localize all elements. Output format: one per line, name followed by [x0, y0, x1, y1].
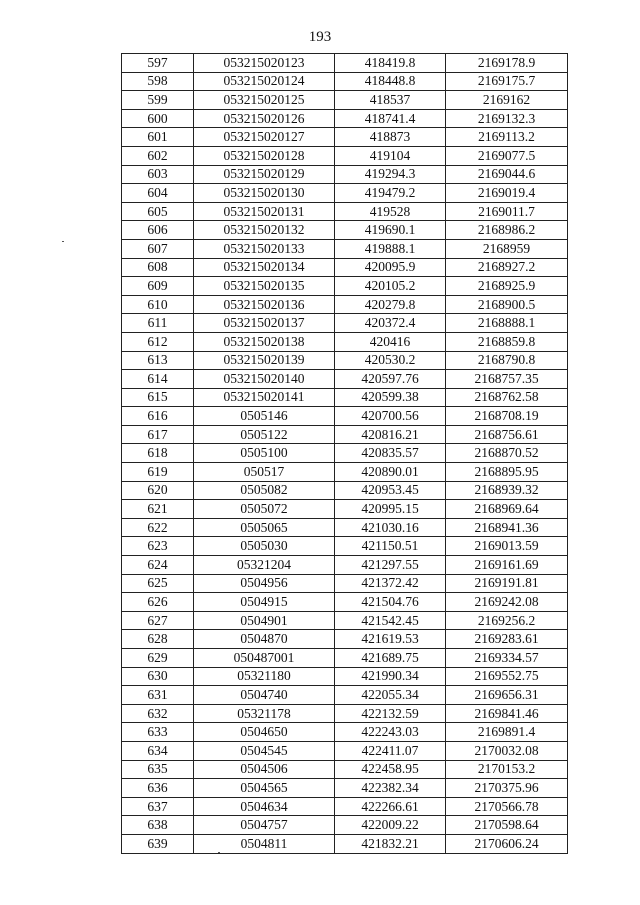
x-coordinate-cell: 422266.61	[335, 797, 446, 816]
table-row	[122, 704, 568, 723]
y-coordinate-cell: 2168870.52	[446, 444, 568, 463]
y-coordinate-cell: 2169019.4	[446, 184, 568, 203]
row-index-cell: 606	[122, 221, 194, 240]
y-coordinate-cell: 2169161.69	[446, 556, 568, 575]
row-index-cell: 614	[122, 370, 194, 389]
point-id-cell: 053215020123	[194, 54, 335, 73]
x-coordinate-cell: 421542.45	[335, 611, 446, 630]
y-coordinate-cell: 2169013.59	[446, 537, 568, 556]
y-coordinate-cell: 2169841.46	[446, 704, 568, 723]
x-coordinate-cell: 420995.15	[335, 500, 446, 519]
table-row	[122, 332, 568, 351]
x-coordinate-cell: 418537	[335, 91, 446, 110]
table-row	[122, 295, 568, 314]
scan-speck	[218, 852, 220, 853]
table-row	[122, 388, 568, 407]
table-row	[122, 481, 568, 500]
table-row	[122, 741, 568, 760]
point-id-cell: 053215020134	[194, 258, 335, 277]
y-coordinate-cell: 2168762.58	[446, 388, 568, 407]
x-coordinate-cell: 420599.38	[335, 388, 446, 407]
row-index-cell: 630	[122, 667, 194, 686]
x-coordinate-cell: 422458.95	[335, 760, 446, 779]
point-id-cell: 0504650	[194, 723, 335, 742]
row-index-cell: 615	[122, 388, 194, 407]
point-id-cell: 0504545	[194, 741, 335, 760]
y-coordinate-cell: 2168757.35	[446, 370, 568, 389]
table-row	[122, 686, 568, 705]
y-coordinate-cell: 2168969.64	[446, 500, 568, 519]
x-coordinate-cell: 420700.56	[335, 407, 446, 426]
table-row	[122, 574, 568, 593]
point-id-cell: 0504956	[194, 574, 335, 593]
y-coordinate-cell: 2169256.2	[446, 611, 568, 630]
y-coordinate-cell: 2168895.95	[446, 463, 568, 482]
y-coordinate-cell: 2168900.5	[446, 295, 568, 314]
row-index-cell: 597	[122, 54, 194, 73]
table-row	[122, 351, 568, 370]
x-coordinate-cell: 422243.03	[335, 723, 446, 742]
point-id-cell: 0504915	[194, 593, 335, 612]
table-row	[122, 221, 568, 240]
row-index-cell: 628	[122, 630, 194, 649]
point-id-cell: 053215020138	[194, 332, 335, 351]
x-coordinate-cell: 421990.34	[335, 667, 446, 686]
row-index-cell: 635	[122, 760, 194, 779]
row-index-cell: 621	[122, 500, 194, 519]
row-index-cell: 600	[122, 109, 194, 128]
x-coordinate-cell: 421030.16	[335, 518, 446, 537]
y-coordinate-cell: 2169656.31	[446, 686, 568, 705]
table-row	[122, 91, 568, 110]
table-row	[122, 444, 568, 463]
x-coordinate-cell: 421832.21	[335, 834, 446, 853]
row-index-cell: 625	[122, 574, 194, 593]
x-coordinate-cell: 420279.8	[335, 295, 446, 314]
coordinates-table-container	[121, 53, 567, 854]
row-index-cell: 610	[122, 295, 194, 314]
y-coordinate-cell: 2169552.75	[446, 667, 568, 686]
point-id-cell: 053215020129	[194, 165, 335, 184]
table-row	[122, 630, 568, 649]
row-index-cell: 611	[122, 314, 194, 333]
point-id-cell: 053215020128	[194, 146, 335, 165]
point-id-cell: 0504901	[194, 611, 335, 630]
x-coordinate-cell: 420372.4	[335, 314, 446, 333]
y-coordinate-cell: 2169162	[446, 91, 568, 110]
y-coordinate-cell: 2168939.32	[446, 481, 568, 500]
x-coordinate-cell: 421372.42	[335, 574, 446, 593]
y-coordinate-cell: 2169283.61	[446, 630, 568, 649]
y-coordinate-cell: 2168927.2	[446, 258, 568, 277]
coordinates-table-body	[122, 54, 568, 854]
point-id-cell: 053215020125	[194, 91, 335, 110]
x-coordinate-cell: 422411.07	[335, 741, 446, 760]
point-id-cell: 053215020126	[194, 109, 335, 128]
point-id-cell: 0505072	[194, 500, 335, 519]
point-id-cell: 053215020130	[194, 184, 335, 203]
row-index-cell: 633	[122, 723, 194, 742]
x-coordinate-cell: 422382.34	[335, 779, 446, 798]
table-row	[122, 816, 568, 835]
y-coordinate-cell: 2170375.96	[446, 779, 568, 798]
point-id-cell: 0505030	[194, 537, 335, 556]
x-coordinate-cell: 419104	[335, 146, 446, 165]
point-id-cell: 050487001	[194, 649, 335, 668]
table-row	[122, 463, 568, 482]
point-id-cell: 050517	[194, 463, 335, 482]
point-id-cell: 053215020132	[194, 221, 335, 240]
point-id-cell: 0505122	[194, 425, 335, 444]
row-index-cell: 612	[122, 332, 194, 351]
point-id-cell: 053215020137	[194, 314, 335, 333]
table-row	[122, 500, 568, 519]
x-coordinate-cell: 422009.22	[335, 816, 446, 835]
y-coordinate-cell: 2168941.36	[446, 518, 568, 537]
x-coordinate-cell: 420816.21	[335, 425, 446, 444]
row-index-cell: 622	[122, 518, 194, 537]
y-coordinate-cell: 2168859.8	[446, 332, 568, 351]
table-row	[122, 128, 568, 147]
y-coordinate-cell: 2168959	[446, 239, 568, 258]
point-id-cell: 05321180	[194, 667, 335, 686]
table-row	[122, 72, 568, 91]
y-coordinate-cell: 2169334.57	[446, 649, 568, 668]
row-index-cell: 599	[122, 91, 194, 110]
y-coordinate-cell: 2169077.5	[446, 146, 568, 165]
y-coordinate-cell: 2169132.3	[446, 109, 568, 128]
x-coordinate-cell: 420953.45	[335, 481, 446, 500]
row-index-cell: 631	[122, 686, 194, 705]
page-number: 193	[308, 29, 332, 45]
y-coordinate-cell: 2169191.81	[446, 574, 568, 593]
y-coordinate-cell: 2170153.2	[446, 760, 568, 779]
table-row	[122, 239, 568, 258]
point-id-cell: 0504740	[194, 686, 335, 705]
y-coordinate-cell: 2169891.4	[446, 723, 568, 742]
x-coordinate-cell: 420105.2	[335, 277, 446, 296]
row-index-cell: 618	[122, 444, 194, 463]
x-coordinate-cell: 419479.2	[335, 184, 446, 203]
table-row	[122, 779, 568, 798]
row-index-cell: 624	[122, 556, 194, 575]
y-coordinate-cell: 2169178.9	[446, 54, 568, 73]
point-id-cell: 0505065	[194, 518, 335, 537]
point-id-cell: 053215020140	[194, 370, 335, 389]
point-id-cell: 0504634	[194, 797, 335, 816]
y-coordinate-cell: 2169011.7	[446, 202, 568, 221]
point-id-cell: 0504870	[194, 630, 335, 649]
x-coordinate-cell: 418419.8	[335, 54, 446, 73]
table-row	[122, 518, 568, 537]
x-coordinate-cell: 419528	[335, 202, 446, 221]
row-index-cell: 638	[122, 816, 194, 835]
table-row	[122, 425, 568, 444]
point-id-cell: 0505082	[194, 481, 335, 500]
y-coordinate-cell: 2168708.19	[446, 407, 568, 426]
point-id-cell: 053215020139	[194, 351, 335, 370]
x-coordinate-cell: 421297.55	[335, 556, 446, 575]
y-coordinate-cell: 2169044.6	[446, 165, 568, 184]
point-id-cell: 053215020124	[194, 72, 335, 91]
x-coordinate-cell: 420416	[335, 332, 446, 351]
point-id-cell: 053215020133	[194, 239, 335, 258]
row-index-cell: 613	[122, 351, 194, 370]
row-index-cell: 639	[122, 834, 194, 853]
table-row	[122, 165, 568, 184]
y-coordinate-cell: 2170032.08	[446, 741, 568, 760]
x-coordinate-cell: 418873	[335, 128, 446, 147]
point-id-cell: 0505146	[194, 407, 335, 426]
point-id-cell: 05321204	[194, 556, 335, 575]
row-index-cell: 634	[122, 741, 194, 760]
row-index-cell: 607	[122, 239, 194, 258]
scan-speck	[62, 241, 64, 242]
row-index-cell: 602	[122, 146, 194, 165]
table-row	[122, 109, 568, 128]
table-row	[122, 611, 568, 630]
y-coordinate-cell: 2169113.2	[446, 128, 568, 147]
y-coordinate-cell: 2168888.1	[446, 314, 568, 333]
row-index-cell: 617	[122, 425, 194, 444]
point-id-cell: 053215020131	[194, 202, 335, 221]
x-coordinate-cell: 418741.4	[335, 109, 446, 128]
row-index-cell: 626	[122, 593, 194, 612]
y-coordinate-cell: 2170598.64	[446, 816, 568, 835]
table-row	[122, 407, 568, 426]
row-index-cell: 601	[122, 128, 194, 147]
point-id-cell: 053215020141	[194, 388, 335, 407]
row-index-cell: 598	[122, 72, 194, 91]
x-coordinate-cell: 419690.1	[335, 221, 446, 240]
table-row	[122, 277, 568, 296]
y-coordinate-cell: 2168986.2	[446, 221, 568, 240]
x-coordinate-cell: 418448.8	[335, 72, 446, 91]
x-coordinate-cell: 422055.34	[335, 686, 446, 705]
table-row	[122, 834, 568, 853]
row-index-cell: 629	[122, 649, 194, 668]
table-row	[122, 54, 568, 73]
y-coordinate-cell: 2168756.61	[446, 425, 568, 444]
x-coordinate-cell: 421619.53	[335, 630, 446, 649]
y-coordinate-cell: 2170566.78	[446, 797, 568, 816]
x-coordinate-cell: 420095.9	[335, 258, 446, 277]
x-coordinate-cell: 420835.57	[335, 444, 446, 463]
row-index-cell: 604	[122, 184, 194, 203]
point-id-cell: 05321178	[194, 704, 335, 723]
table-row	[122, 667, 568, 686]
row-index-cell: 605	[122, 202, 194, 221]
y-coordinate-cell: 2168790.8	[446, 351, 568, 370]
x-coordinate-cell: 419294.3	[335, 165, 446, 184]
row-index-cell: 616	[122, 407, 194, 426]
point-id-cell: 0504757	[194, 816, 335, 835]
table-row	[122, 258, 568, 277]
y-coordinate-cell: 2170606.24	[446, 834, 568, 853]
x-coordinate-cell: 420530.2	[335, 351, 446, 370]
point-id-cell: 0504811	[194, 834, 335, 853]
row-index-cell: 623	[122, 537, 194, 556]
table-row	[122, 797, 568, 816]
table-row	[122, 146, 568, 165]
table-row	[122, 593, 568, 612]
point-id-cell: 0504506	[194, 760, 335, 779]
row-index-cell: 608	[122, 258, 194, 277]
y-coordinate-cell: 2169175.7	[446, 72, 568, 91]
point-id-cell: 053215020136	[194, 295, 335, 314]
y-coordinate-cell: 2168925.9	[446, 277, 568, 296]
point-id-cell: 053215020127	[194, 128, 335, 147]
table-row	[122, 314, 568, 333]
row-index-cell: 637	[122, 797, 194, 816]
row-index-cell: 619	[122, 463, 194, 482]
x-coordinate-cell: 420890.01	[335, 463, 446, 482]
table-row	[122, 723, 568, 742]
table-row	[122, 202, 568, 221]
x-coordinate-cell: 421689.75	[335, 649, 446, 668]
table-row	[122, 649, 568, 668]
point-id-cell: 0505100	[194, 444, 335, 463]
row-index-cell: 632	[122, 704, 194, 723]
x-coordinate-cell: 422132.59	[335, 704, 446, 723]
row-index-cell: 636	[122, 779, 194, 798]
row-index-cell: 603	[122, 165, 194, 184]
y-coordinate-cell: 2169242.08	[446, 593, 568, 612]
point-id-cell: 053215020135	[194, 277, 335, 296]
table-row	[122, 370, 568, 389]
table-row	[122, 537, 568, 556]
table-row	[122, 184, 568, 203]
x-coordinate-cell: 421504.76	[335, 593, 446, 612]
x-coordinate-cell: 421150.51	[335, 537, 446, 556]
table-row	[122, 760, 568, 779]
table-row	[122, 556, 568, 575]
row-index-cell: 620	[122, 481, 194, 500]
coordinates-table	[121, 53, 568, 854]
x-coordinate-cell: 419888.1	[335, 239, 446, 258]
row-index-cell: 627	[122, 611, 194, 630]
row-index-cell: 609	[122, 277, 194, 296]
point-id-cell: 0504565	[194, 779, 335, 798]
x-coordinate-cell: 420597.76	[335, 370, 446, 389]
